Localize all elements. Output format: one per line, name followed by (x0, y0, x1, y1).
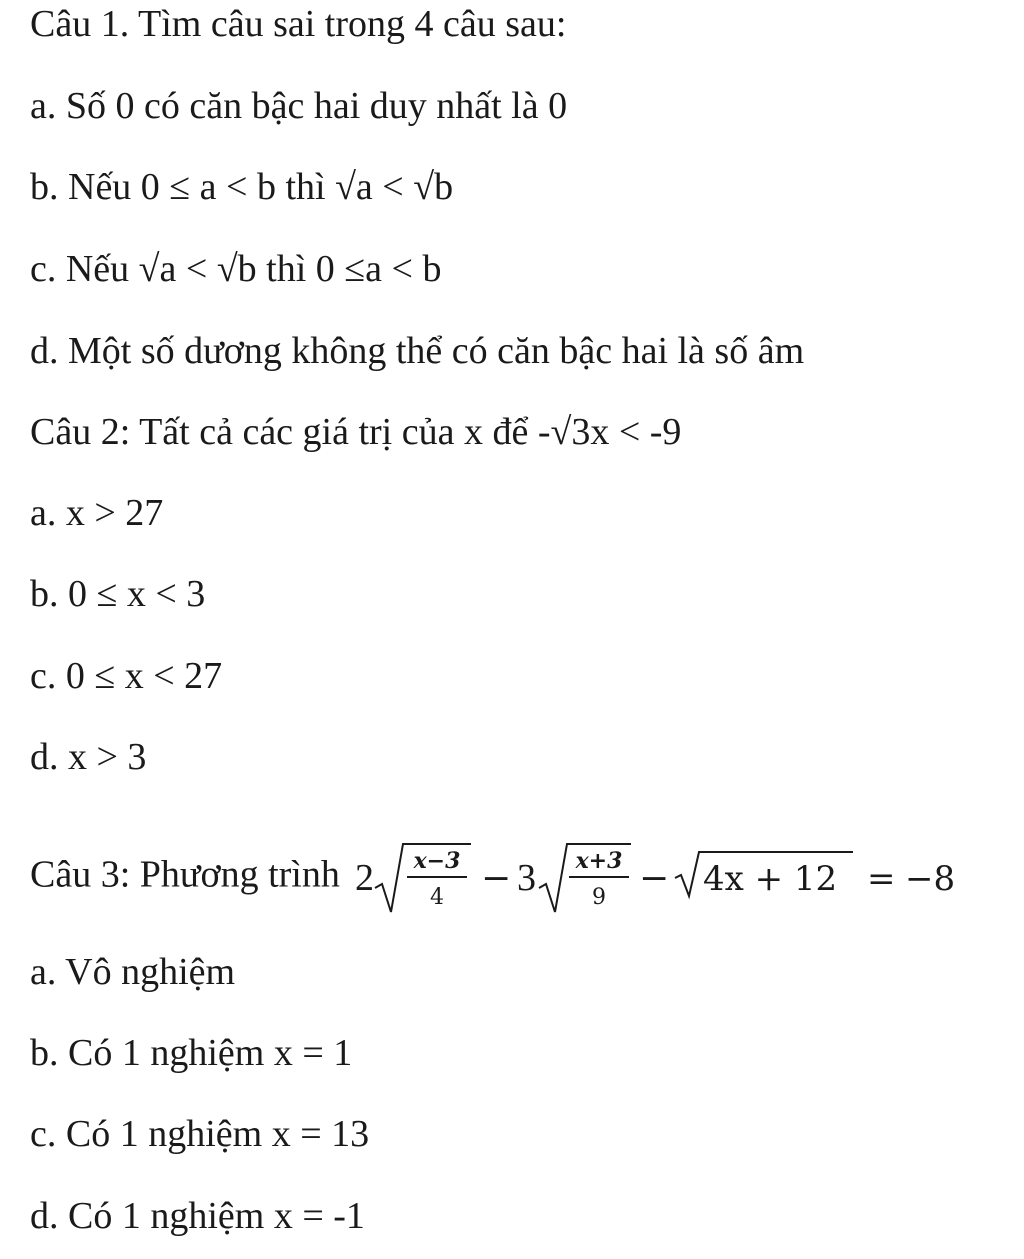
eq-frac-2-denominator: 9 (592, 885, 607, 910)
eq-radicand-3: 4x + 12 (703, 859, 838, 899)
eq-frac-2-numerator: x+3 (575, 848, 623, 874)
eq-frac-1-denominator: 4 (430, 885, 445, 910)
question-2-option-d: d. x > 3 (30, 736, 147, 778)
question-3-option-a: a. Vô nghiệm (30, 951, 236, 993)
equation (349, 838, 959, 918)
question-3-option-c: c. Có 1 nghiệm x = 13 (30, 1113, 370, 1155)
question-3-option-b: b. Có 1 nghiệm x = 1 (30, 1032, 353, 1074)
eq-coef-1: 2 (355, 857, 375, 899)
question-2-option-c: c. 0 ≤ x < 27 (30, 655, 223, 697)
question-3-option-d: d. Có 1 nghiệm x = -1 (30, 1195, 365, 1237)
question-1-option-a: a. Số 0 có căn bậc hai duy nhất là 0 (30, 85, 568, 127)
equation-svg (349, 838, 959, 918)
question-2-title: Câu 2: Tất cả các giá trị của x để -√3x < -9 (30, 411, 682, 453)
question-3-title (30, 838, 959, 918)
question-3-title-prefix: Câu 3: Phương trình (30, 853, 340, 896)
eq-minus-2: − (639, 858, 670, 899)
question-1-option-d: d. Một số dương không thể có căn bậc hai là số âm (30, 330, 805, 372)
question-1-option-c: c. Nếu √a < √b thì 0 ≤a < b (30, 248, 442, 290)
eq-frac-1-numerator: x−3 (413, 848, 461, 874)
eq-rhs: −8 (905, 859, 956, 899)
question-2-option-a: a. x > 27 (30, 492, 164, 534)
eq-minus-1: − (481, 858, 512, 899)
question-1-title: Câu 1. Tìm câu sai trong 4 câu sau: (30, 3, 567, 45)
question-1-option-b: b. Nếu 0 ≤ a < b thì √a < √b (30, 166, 454, 208)
question-2-option-b: b. 0 ≤ x < 3 (30, 573, 206, 615)
eq-equals: = (867, 859, 896, 899)
eq-coef-2: 3 (517, 857, 537, 899)
